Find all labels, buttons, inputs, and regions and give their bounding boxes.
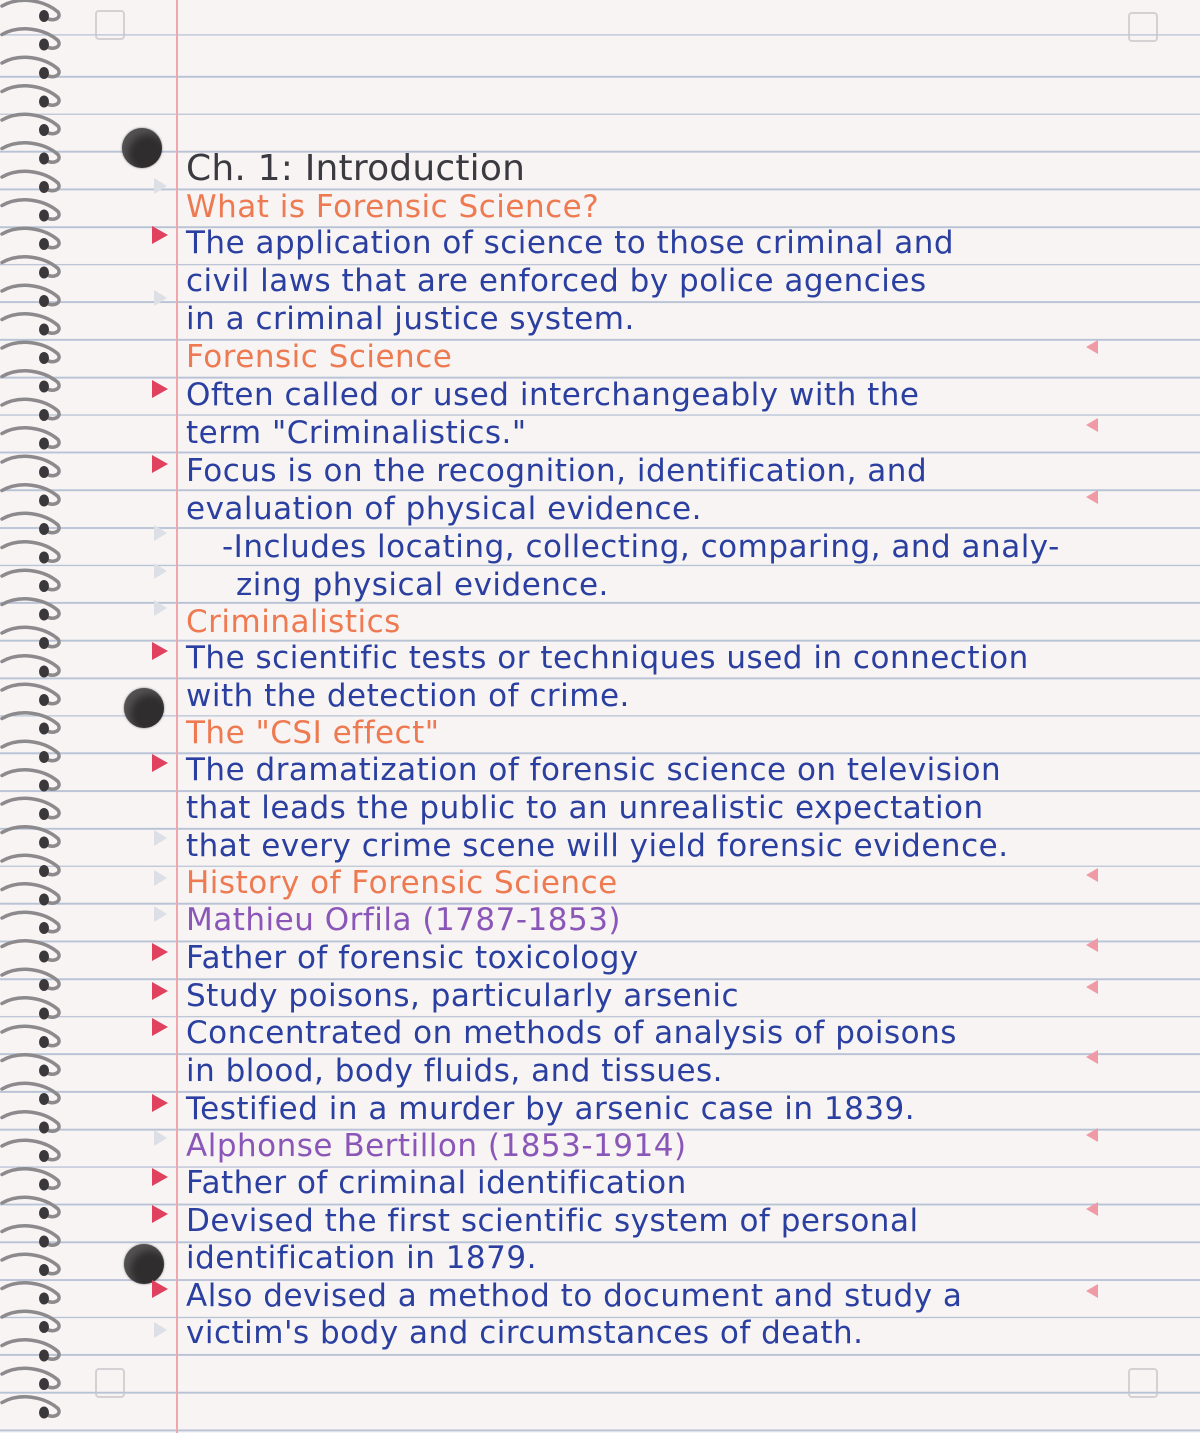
note-line: Father of criminal identification xyxy=(186,1165,687,1201)
spiral-coil xyxy=(2,599,59,618)
note-line: Study poisons, particularly arsenic xyxy=(186,978,740,1014)
spiral-hole xyxy=(39,694,49,706)
spiral-coil xyxy=(2,1254,59,1273)
note-line: Testified in a murder by arsenic case in 1839. xyxy=(186,1091,916,1127)
bullet-arrow xyxy=(152,754,168,772)
margin-line xyxy=(176,0,178,1433)
spiral-hole xyxy=(39,1321,49,1333)
spiral-coil xyxy=(2,969,59,988)
spiral-coil xyxy=(2,1112,59,1131)
margin-triangle-marker xyxy=(154,830,167,846)
spiral-coil xyxy=(2,513,59,532)
section-heading: What is Forensic Science? xyxy=(186,189,600,225)
section-heading: Criminalistics xyxy=(186,604,401,640)
spiral-hole xyxy=(39,1150,49,1162)
spiral-hole xyxy=(39,238,49,250)
spiral-hole xyxy=(39,210,49,222)
spiral-coil xyxy=(2,1226,59,1245)
bullet-arrow xyxy=(152,226,168,244)
spiral-hole xyxy=(39,39,49,51)
spiral-coil xyxy=(2,1083,59,1102)
spiral-coil xyxy=(2,1169,59,1188)
bullet-arrow xyxy=(152,455,168,473)
spiral-coil xyxy=(2,798,59,817)
note-line: Also devised a method to document and study a xyxy=(186,1278,963,1314)
margin-triangle-marker xyxy=(154,1130,167,1146)
spiral-coil xyxy=(2,285,59,304)
bullet-arrow xyxy=(152,1168,168,1186)
spiral-hole xyxy=(39,637,49,649)
spiral-hole xyxy=(39,1179,49,1191)
spiral-hole xyxy=(39,1207,49,1219)
margin-triangle-marker xyxy=(154,290,167,306)
spiral-coil xyxy=(2,570,59,589)
spiral-hole xyxy=(39,609,49,621)
page-title: Ch. 1: Introduction xyxy=(186,148,526,189)
margin-triangle-marker xyxy=(154,525,167,541)
right-margin-marker xyxy=(1086,980,1098,994)
spiral-hole xyxy=(39,1378,49,1390)
note-line: Devised the first scientific system of personal xyxy=(186,1203,919,1239)
spiral-coil xyxy=(2,1026,59,1045)
spiral-hole xyxy=(39,837,49,849)
section-heading: Forensic Science xyxy=(186,339,453,375)
punch-hole-bottom xyxy=(124,1244,164,1284)
right-margin-marker xyxy=(1086,490,1098,504)
spiral-coil xyxy=(2,741,59,760)
spiral-coil xyxy=(2,1311,59,1330)
note-line: The dramatization of forensic science on television xyxy=(186,752,1002,788)
spiral-coil xyxy=(2,884,59,903)
person-name: Alphonse Bertillon (1853-1914) xyxy=(186,1128,687,1164)
spiral-coil xyxy=(2,1140,59,1159)
spiral-coil xyxy=(2,86,59,105)
spiral-hole xyxy=(39,979,49,991)
spiral-hole xyxy=(39,1407,49,1419)
spiral-hole xyxy=(39,1122,49,1134)
spiral-hole xyxy=(39,1065,49,1077)
note-line: Concentrated on methods of analysis of poisons xyxy=(186,1015,957,1051)
spiral-coil xyxy=(2,314,59,333)
note-line: evaluation of physical evidence. xyxy=(186,491,702,527)
spiral-hole xyxy=(39,295,49,307)
spiral-coil xyxy=(2,371,59,390)
spiral-binding xyxy=(0,0,70,1433)
spiral-hole xyxy=(39,1350,49,1362)
spiral-coil xyxy=(2,342,59,361)
spiral-coil xyxy=(2,257,59,276)
margin-triangle-marker xyxy=(154,870,167,886)
spiral-hole xyxy=(39,438,49,450)
spiral-hole xyxy=(39,780,49,792)
right-margin-marker xyxy=(1086,1202,1098,1216)
bullet-arrow xyxy=(152,1094,168,1112)
spiral-coil xyxy=(2,656,59,675)
right-margin-marker xyxy=(1086,1050,1098,1064)
right-margin-marker xyxy=(1086,938,1098,952)
margin-triangle-marker xyxy=(154,563,167,579)
margin-triangle-marker xyxy=(154,906,167,922)
note-line: that every crime scene will yield forensic evidence. xyxy=(186,828,1009,864)
spiral-hole xyxy=(39,267,49,279)
spiral-coil xyxy=(2,855,59,874)
margin-triangle-marker xyxy=(154,600,167,616)
spiral-coil xyxy=(2,684,59,703)
spiral-hole xyxy=(39,1293,49,1305)
spiral-hole xyxy=(39,1236,49,1248)
spiral-hole xyxy=(39,580,49,592)
right-margin-marker xyxy=(1086,1284,1098,1298)
punch-hole-middle xyxy=(124,688,164,728)
spiral-coil xyxy=(2,1283,59,1302)
note-line: Father of forensic toxicology xyxy=(186,940,639,976)
right-margin-marker xyxy=(1086,1128,1098,1142)
spiral-coil xyxy=(2,399,59,418)
spiral-hole xyxy=(39,1264,49,1276)
bullet-arrow xyxy=(152,1018,168,1036)
spiral-coil xyxy=(2,228,59,247)
punch-hole-top xyxy=(122,128,162,168)
note-line: civil laws that are enforced by police agencies xyxy=(186,263,927,299)
spiral-coil xyxy=(2,1397,59,1416)
spiral-coil xyxy=(2,827,59,846)
note-line: Often called or used interchangeably with the xyxy=(186,377,920,413)
note-line: with the detection of crime. xyxy=(186,678,630,714)
note-line: identification in 1879. xyxy=(186,1240,537,1276)
spiral-hole xyxy=(39,153,49,165)
note-line: that leads the public to an unrealistic expectation xyxy=(186,790,984,826)
spiral-coil xyxy=(2,428,59,447)
bullet-arrow xyxy=(152,642,168,660)
note-line: in blood, body fluids, and tissues. xyxy=(186,1053,724,1089)
spiral-coil xyxy=(2,456,59,475)
bullet-arrow xyxy=(152,1205,168,1223)
spiral-hole xyxy=(39,324,49,336)
spiral-hole xyxy=(39,922,49,934)
spiral-hole xyxy=(39,96,49,108)
person-name: Mathieu Orfila (1787-1853) xyxy=(186,902,622,938)
corner-mark-top-right xyxy=(1128,12,1158,42)
spiral-coil xyxy=(2,1340,59,1359)
spiral-hole xyxy=(39,1036,49,1048)
spiral-hole xyxy=(39,865,49,877)
spiral-hole xyxy=(39,552,49,564)
spiral-hole xyxy=(39,10,49,22)
note-line: Focus is on the recognition, identification, and xyxy=(186,453,928,489)
corner-mark-bottom-left xyxy=(95,1368,125,1398)
corner-mark-top-left xyxy=(95,10,125,40)
spiral-hole xyxy=(39,894,49,906)
right-margin-marker xyxy=(1086,340,1098,354)
spiral-coil xyxy=(2,713,59,732)
corner-mark-bottom-right xyxy=(1128,1368,1158,1398)
note-subline: zing physical evidence. xyxy=(236,567,609,603)
spiral-hole xyxy=(39,495,49,507)
bullet-arrow xyxy=(152,1280,168,1298)
spiral-hole xyxy=(39,523,49,535)
spiral-hole xyxy=(39,466,49,478)
note-line: term "Criminalistics." xyxy=(186,415,527,451)
spiral-hole xyxy=(39,352,49,364)
spiral-hole xyxy=(39,1008,49,1020)
spiral-coil xyxy=(2,200,59,219)
spiral-coil xyxy=(2,1055,59,1074)
spiral-coil xyxy=(2,57,59,76)
bullet-arrow xyxy=(152,380,168,398)
spiral-hole xyxy=(39,808,49,820)
spiral-hole xyxy=(39,124,49,136)
spiral-coil xyxy=(2,29,59,48)
note-subline: -Includes locating, collecting, comparing, and analy- xyxy=(222,529,1060,565)
spiral-hole xyxy=(39,1093,49,1105)
spiral-coil xyxy=(2,1368,59,1387)
spiral-coil xyxy=(2,485,59,504)
section-heading: History of Forensic Science xyxy=(186,865,618,901)
spiral-hole xyxy=(39,409,49,421)
section-heading: The "CSI effect" xyxy=(186,715,440,751)
spiral-coil xyxy=(2,998,59,1017)
margin-triangle-marker xyxy=(154,1322,167,1338)
right-margin-marker xyxy=(1086,418,1098,432)
spiral-hole xyxy=(39,951,49,963)
note-line: The application of science to those criminal and xyxy=(186,225,955,261)
spiral-hole xyxy=(39,723,49,735)
spiral-coil xyxy=(2,542,59,561)
spiral-coil xyxy=(2,0,59,19)
spiral-hole xyxy=(39,751,49,763)
spiral-coil xyxy=(2,143,59,162)
bullet-arrow xyxy=(152,982,168,1000)
right-margin-marker xyxy=(1086,868,1098,882)
spiral-coil xyxy=(2,114,59,133)
spiral-hole xyxy=(39,67,49,79)
spiral-coil xyxy=(2,627,59,646)
spiral-coil xyxy=(2,1197,59,1216)
margin-triangle-marker xyxy=(154,178,167,194)
spiral-coil xyxy=(2,912,59,931)
spiral-coil xyxy=(2,770,59,789)
spiral-hole xyxy=(39,381,49,393)
spiral-coil xyxy=(2,941,59,960)
spiral-coils xyxy=(0,0,70,1433)
spiral-hole xyxy=(39,181,49,193)
note-line: The scientific tests or techniques used in connection xyxy=(186,640,1029,676)
note-line: victim's body and circumstances of death. xyxy=(186,1315,864,1351)
bullet-arrow xyxy=(152,943,168,961)
spiral-hole xyxy=(39,666,49,678)
note-line: in a criminal justice system. xyxy=(186,301,635,337)
spiral-coil xyxy=(2,171,59,190)
